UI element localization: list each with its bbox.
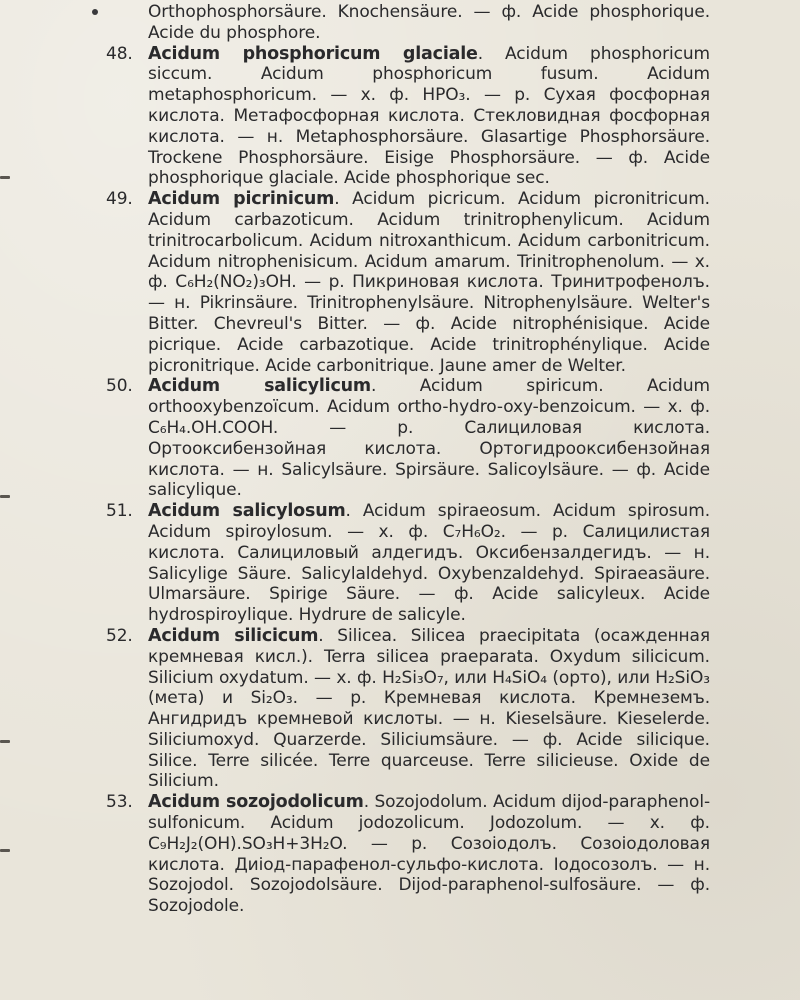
entry-51: [104, 501, 710, 626]
entry-number: 50.: [106, 376, 133, 397]
entry-number: 48.: [106, 43, 133, 64]
entry-48: [104, 44, 710, 190]
continuation-text: Orthophosphorsäure. Knochensäure. — ф. Acide phosphorique. Acide du phosphore.: [148, 2, 710, 43]
entry-title: Acidum sozojodolicum: [148, 792, 364, 813]
entry-body: . Acidum spiricum. Acidum orthooxybenzoïcum. Acidum ortho-hydro-oxy-benzoicum. — х. ф. C₆H₄.OH.COOH. — р. Салициловая кислота. Ортооксибензойная кислота. Ортогидрооксибензойная кислота. — н. Salicylsäure. Spirsäure. Salicoylsäure. — ф. Acide salicylique.: [148, 376, 710, 501]
entry-49: [104, 189, 710, 376]
entry-title: Acidum picrinicum: [148, 189, 335, 210]
entry-title: Acidum salicylosum: [148, 501, 346, 522]
entry-title: Acidum salicylicum: [148, 376, 371, 397]
entry-body: . Acidum phosphoricum siccum. Acidum phosphoricum fusum. Acidum metaphosphoricum. — х. ф. HPO₃. — р. Сухая фосфорная кислота. Метафосфорная кислота. Стекловидная фосфорная кислота. — н. Metaphosphorsäure. Glasartige Phosphorsäure. Trockene Phosphorsäure. Eisige Phosphorsäure. — ф. Acide phosphorique glaciale. Acide phosphorique sec.: [148, 43, 710, 189]
entry-number: 52.: [106, 625, 133, 646]
entry-number: 51.: [106, 501, 133, 522]
entry-53: [104, 792, 710, 917]
margin-mark: [0, 849, 10, 852]
entry-body: . Acidum spiraeosum. Acidum spirosum. Acidum spiroylosum. — х. ф. C₇H₆O₂. — р. Салицилистая кислота. Салициловый алдегидъ. Оксибензалдегидъ. — н. Salicylige Säure. Salicylaldehyd. Oxybenzaldehyd. Spiraeasäure. Ulmarsäure. Spirige Säure. — ф. Acide salicyleux. Acide hydrospiroylique. Hydrure de salicyle.: [148, 501, 710, 626]
margin-mark: [0, 740, 10, 743]
entry-number: 49.: [106, 189, 133, 210]
entry-52: [104, 626, 710, 792]
entry-body: . Sozojodolum. Acidum dijod-paraphenol-sulfonicum. Acidum jodozolicum. Jodozolum. — х. ф. C₉H₂J₂(OH).SO₃H+3H₂O. — р. Созоіодолъ. Созоіодоловая кислота. Диіод-парафенол-сульфо-кислота. Іодосозолъ. — н. Sozojodol. Sozojodolsäure. Dijod-paraphenol-sulfosäure. — ф. Sozojodole.: [148, 792, 710, 917]
entry-body: . Acidum picricum. Acidum picronitricum. Acidum carbazoticum. Acidum trinitrophenylicum. Acidum trinitrocarbolicum. Acidum nitroxanthicum. Acidum carbonitricum. Acidum nitrophenisicum. Acidum amarum. Trinitrophenolum. — х. ф. C₆H₂(NO₂)₃OH. — р. Пикриновая кислота. Тринитрофенолъ. — н. Pikrinsäure. Trinitrophenylsäure. Nitrophenylsäure. Welter's Bitter. Chevreul's Bitter. — ф. Acide nitrophénisique. Acide picrique. Acide carbazotique. Acide trinitrophénylique. Acide picronitrique. Acide carbonitrique. Jaune amer de Welter.: [148, 189, 710, 376]
entry-number: 53.: [106, 792, 133, 813]
margin-mark: [0, 495, 10, 498]
entry-50: [104, 376, 710, 501]
bullet-dot: [92, 9, 98, 15]
margin-mark: [0, 176, 10, 179]
entry-body: . Silicea. Silicea praecipitata (осажденная кремневая кисл.). Terra silicea praeparata. Oxydum silicicum. Silicium oxydatum. — х. ф. H₂Si₃O₇, или H₄SiO₄ (орто), или H₂SiO₃ (мета) и Si₂O₃. — р. Кремневая кислота. Кремнеземъ. Ангидридъ кремневой кислоты. — н. Kieselsäure. Kieselerde. Siliciumoxyd. Quarzerde. Siliciumsäure. — ф. Acide silicique. Silice. Terre silicée. Terre quarceuse. Terre silicieuse. Oxide de Silicium.: [148, 625, 710, 792]
entry-title: Acidum silicicum: [148, 625, 319, 646]
text-column: [104, 2, 710, 917]
entry-title: Acidum phosphoricum glaciale: [148, 43, 478, 64]
